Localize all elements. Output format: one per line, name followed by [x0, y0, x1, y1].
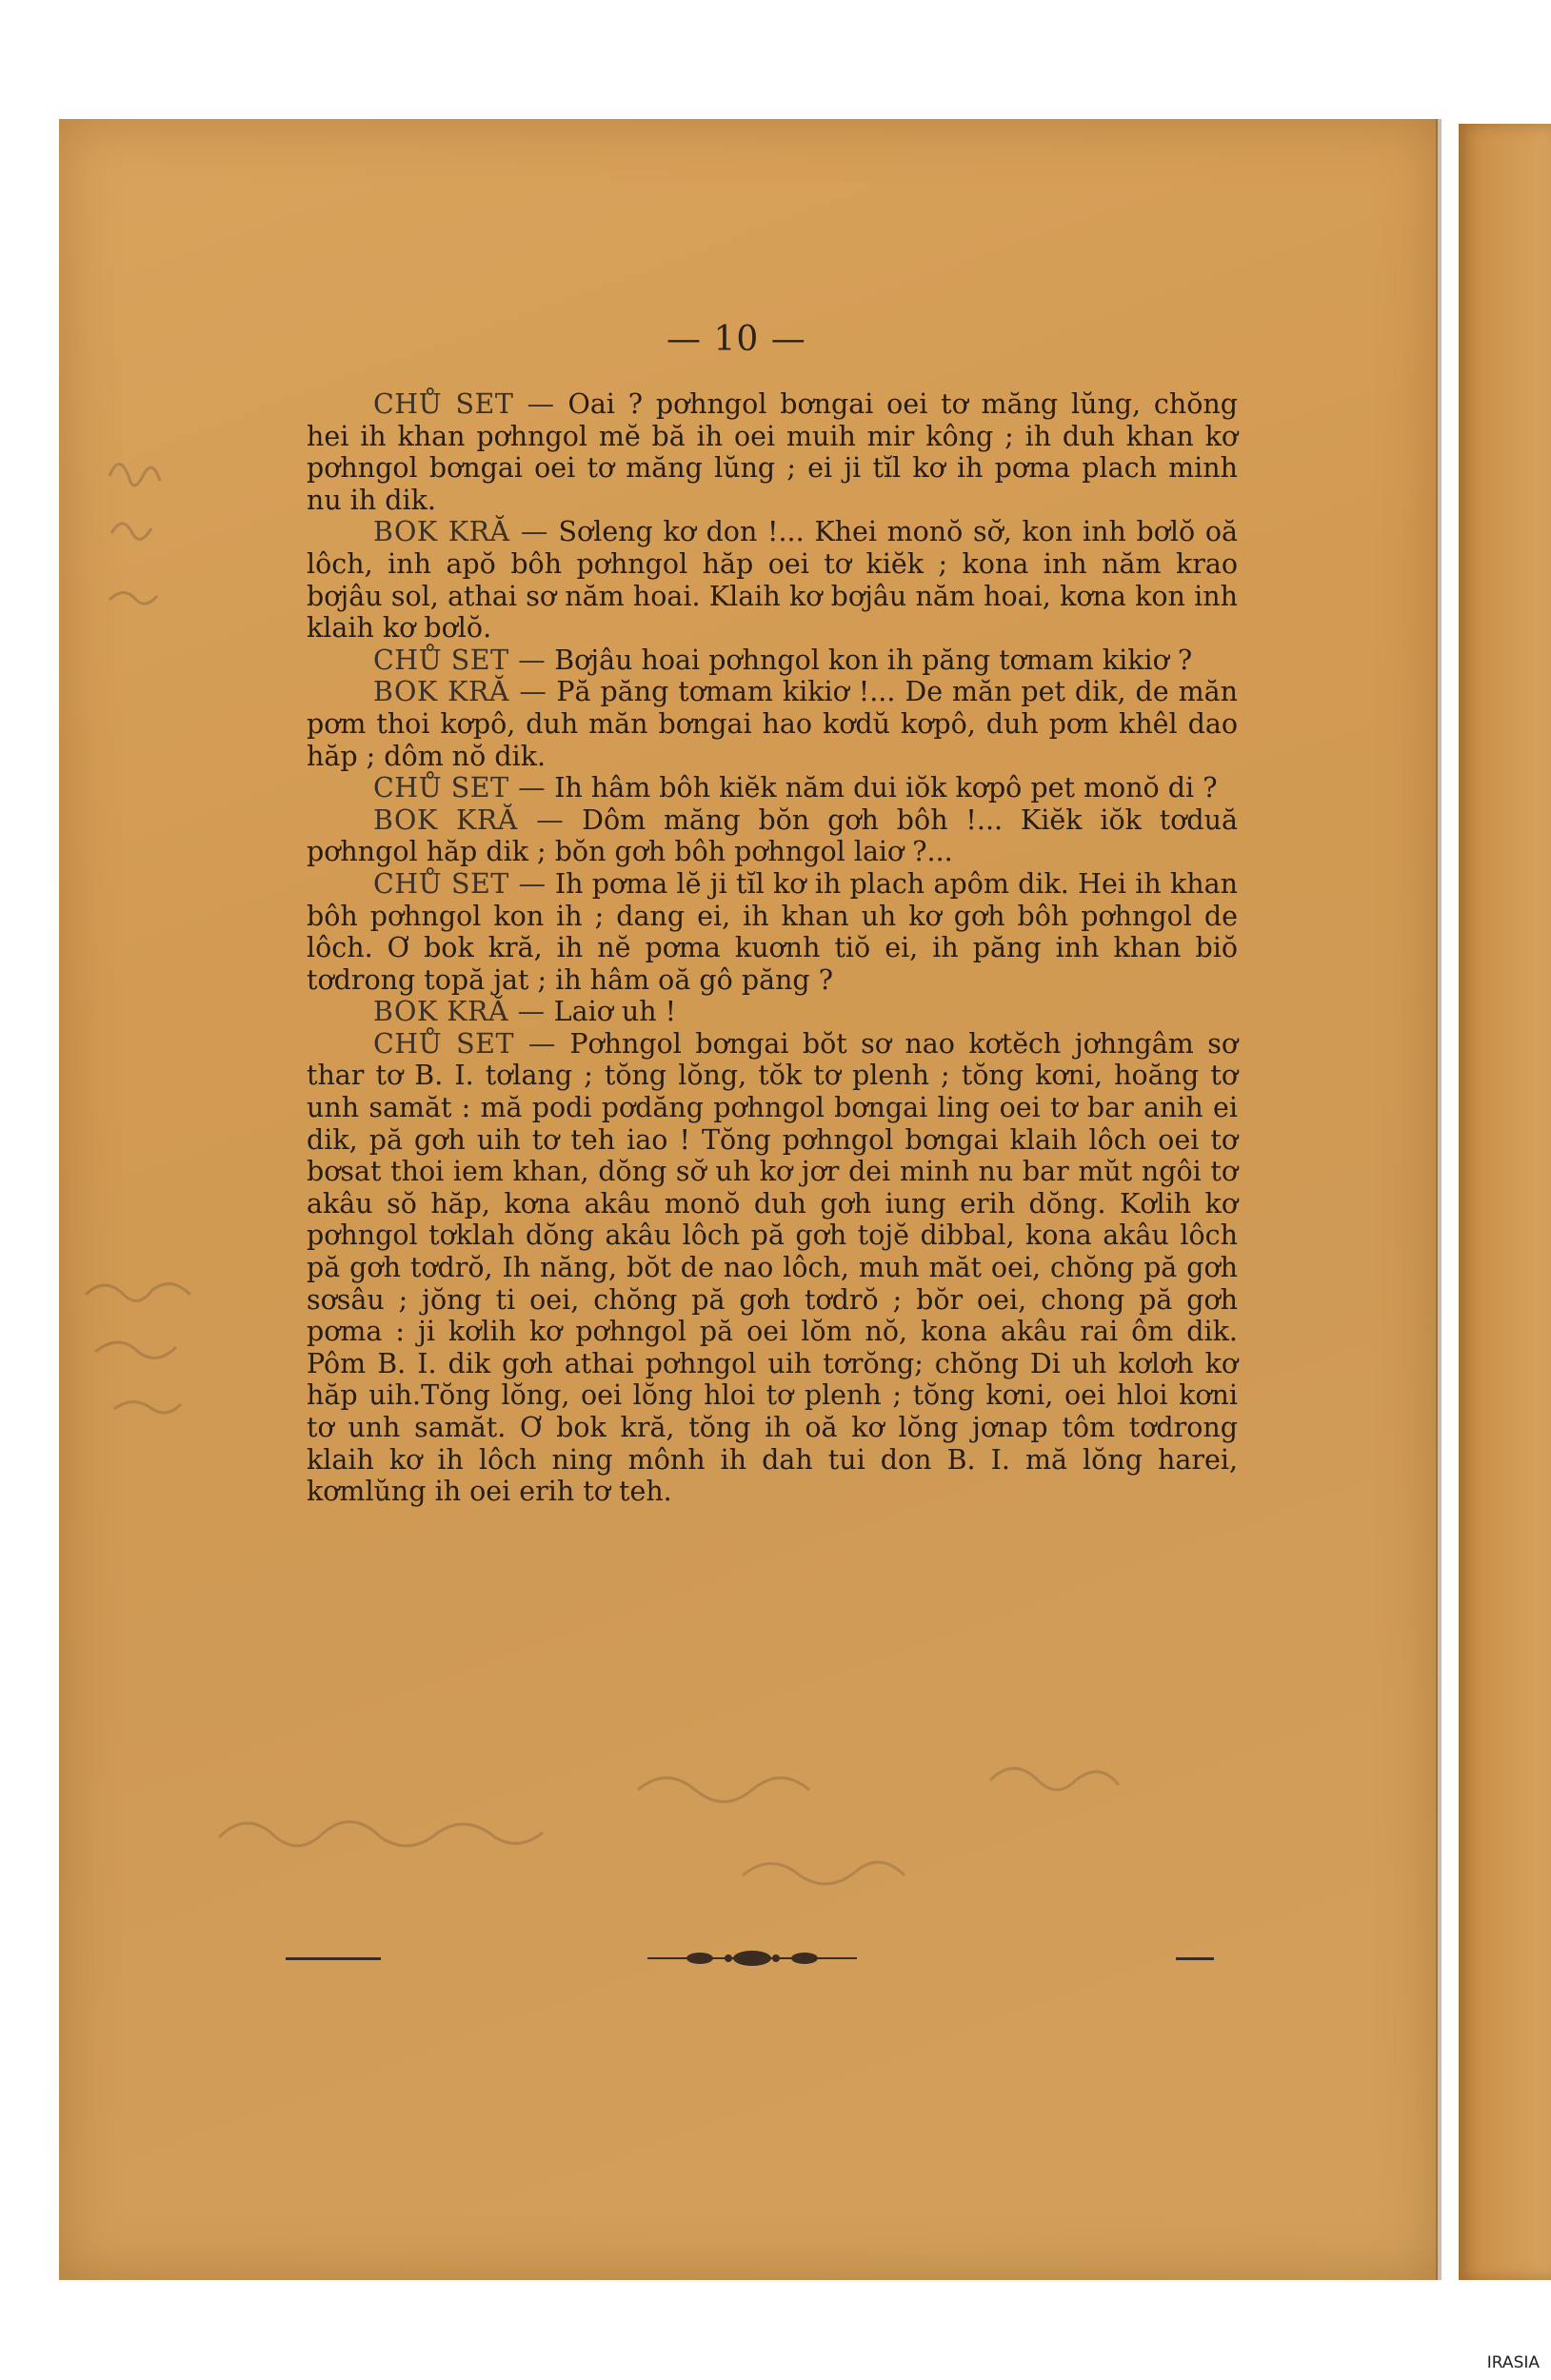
- paragraph-text: Bơjâu hoai pơhngol kon ih păng tơmam kikiơ ?: [554, 644, 1193, 676]
- paragraph-text: Pơhngol bơngai bŏt sơ nao kơtĕch jơhngâm sơ thar tơ B. I. tơlang ; tŏng lŏng, tŏk tơ plenh ; tŏng kơni, hoăng tơ unh samăt : mă podi pơdăng pơhngol bơngai ling oei tơ bar anih ei dik, pă gơh uih tơ teh iao ! Tŏng pơhngol bơngai klaih lôch oei tơ bơsat thoi iem khan, dŏng sơ̆ uh kơ jơr dei minh nu bar mŭt ngôi tơ akâu sŏ hăp, kơna akâu monŏ duh gơh iung erih dŏng. Kơlih kơ pơhngol tơklah dŏng akâu lôch pă gơh tojĕ dibbal, kona akâu lôch pă gơh tơdrŏ, Ih năng, bŏt de nao lôch, muh măt oei, chŏng pă gơh sơsâu ; jŏng ti oei, chŏng pă gơh tơdrŏ ; bŏr oei, chong pă gơh pơma : ji kơlih kơ pơhngol pă oei lŏm nŏ, kona akâu rai ôm dik. Pôm B. I. dik gơh athai pơhngol uih tơrŏng; chŏng Di uh kơlơh kơ hăp uih.Tŏng lŏng, oei lŏng hloi tơ plenh ; tŏng kơni, oei hloi kơni tơ unh samăt. Ơ bok kră, tŏng ih oă kơ lŏng jơnap tôm tơdrong klaih kơ ih lôch ning mônh ih dah tui don B. I. mă lŏng harei, kơmlŭng ih oei erih tơ teh.: [307, 1027, 1238, 1508]
- end-divider: [286, 1938, 1238, 1976]
- paragraph-text: Ih hâm bôh kiĕk năm dui iŏk kơpô pet monŏ di ?: [554, 772, 1218, 804]
- body-text: [307, 388, 1238, 1508]
- speaker-label: CHŮ SET —: [373, 867, 547, 900]
- paragraph-text: Pă păng tơmam kikiơ !... De măn pet dik, de măn pơm thoi kơpô, duh măn bơngai hao kơdŭ kơpô, duh pơm khêl dao hăp ; dôm nŏ dik.: [307, 676, 1238, 772]
- paragraph-text: Sơleng kơ don !... Khei monŏ sơ̆, kon inh bơlŏ oă lôch, inh apŏ bôh pơhngol hăp oei tơ kiĕk ; kona inh năm krao bơjâu sol, athai sơ năm hoai. Klaih kơ bơjâu năm hoai, kơna kon inh klaih kơ bơlŏ.: [307, 516, 1238, 645]
- paragraph-text: Laiơ uh !: [553, 996, 677, 1028]
- divider-dash-left: [286, 1957, 381, 1960]
- paragraph: [307, 388, 1238, 516]
- pencil-marginalia-left-middle: [76, 1257, 267, 1447]
- speaker-label: CHŮ SET —: [373, 388, 555, 420]
- speaker-label: BOK KRĂ —: [373, 996, 546, 1028]
- page-number: — 10 —: [666, 320, 806, 359]
- paragraph: [307, 676, 1238, 772]
- page-fold: [1436, 119, 1442, 2280]
- paragraph-text: Oai ? pơhngol bơngai oei tơ măng lŭng, chŏng hei ih khan pơhngol mĕ bă ih oei muih mir kông ; ih duh khan kơ pơhngol bơngai oei tơ măng lŭng ; ei ji tĭl kơ ih pơma plach minh nu ih dik.: [307, 388, 1238, 516]
- divider-dash-right: [1176, 1957, 1214, 1960]
- speaker-label: CHŮ SET —: [373, 772, 547, 804]
- source-credit: IRASIA: [1486, 2353, 1540, 2372]
- paragraph: [307, 868, 1238, 996]
- pencil-marginalia-left-top: [100, 447, 205, 657]
- speaker-label: BOK KRĂ —: [373, 516, 548, 548]
- paragraph-text: Dôm măng bŏn gơh bôh !... Kiĕk iŏk tơduă pơhngol hăp dik ; bŏn gơh bôh pơhngol laiơ ?...: [307, 803, 1238, 868]
- adjacent-page-edge: [1459, 124, 1551, 2280]
- speaker-label: BOK KRĂ —: [373, 803, 565, 836]
- paragraph: [307, 996, 1238, 1028]
- speaker-label: BOK KRĂ —: [373, 676, 547, 708]
- paragraph: [307, 804, 1238, 868]
- speaker-label: CHŮ SET —: [373, 1027, 556, 1060]
- paragraph: [307, 772, 1238, 804]
- speaker-label: CHŮ SET —: [373, 644, 547, 676]
- fleuron-ornament-icon: [647, 1944, 857, 1973]
- paragraph-text: Ih pơma lĕ ji tĭl kơ ih plach apôm dik. Hei ih khan bôh pơhngol kon ih ; dang ei, ih khan uh kơ gơh bôh pơhngol de lôch. Ơ bok kră, ih nĕ pơma kuơnh tiŏ ei, ih păng inh khan biŏ tơdrong topă jat ; ih hâm oă gô păng ?: [307, 867, 1239, 996]
- pencil-marginalia-bottom: [209, 1752, 1200, 1933]
- paragraph: [307, 516, 1238, 644]
- paragraph: [307, 1028, 1238, 1508]
- paragraph: [307, 645, 1238, 677]
